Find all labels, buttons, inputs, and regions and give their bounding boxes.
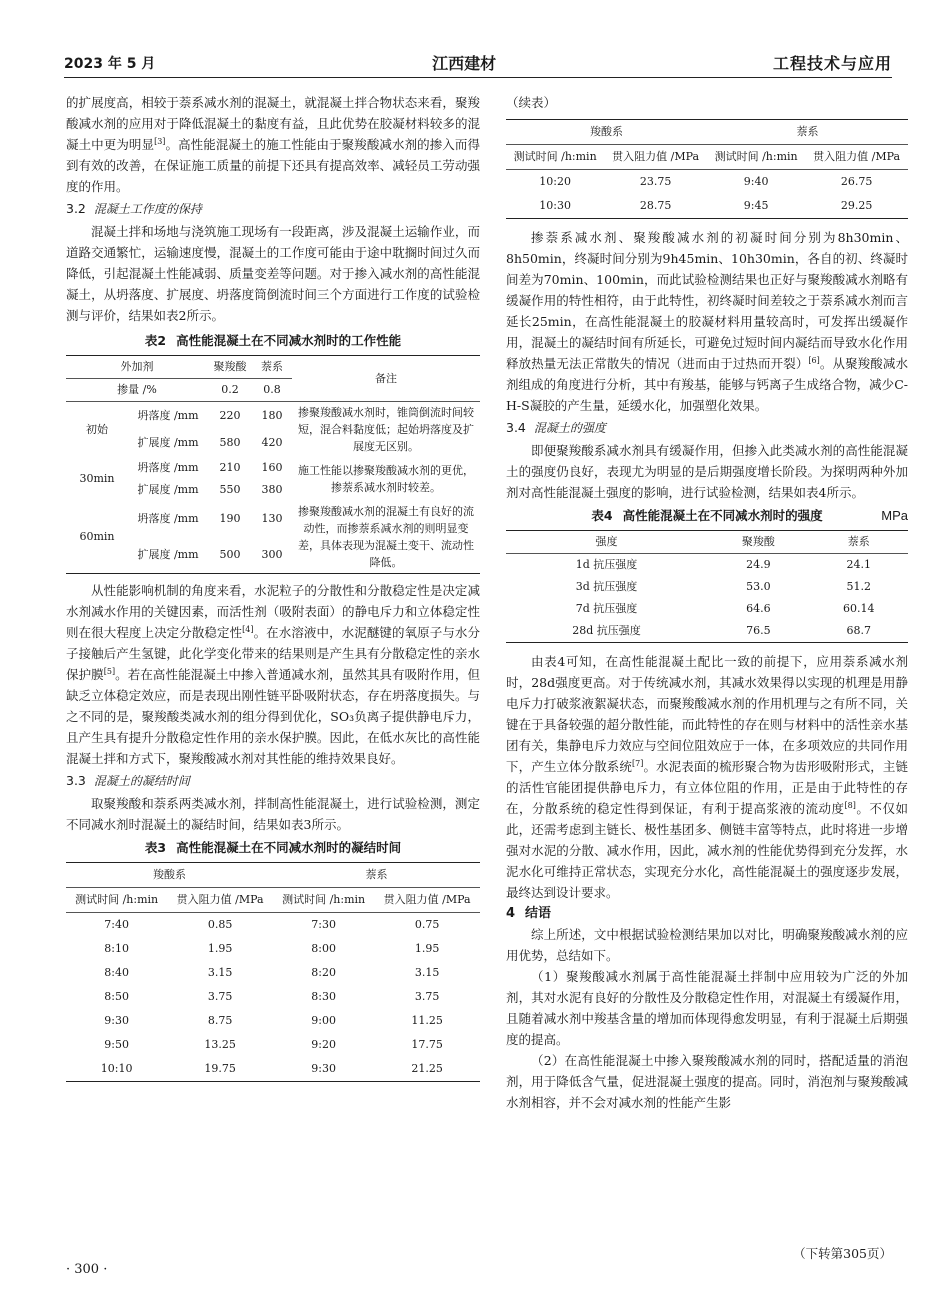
section-heading-3-2: 3.2 混凝土工作度的保持 bbox=[66, 201, 202, 216]
header-cell: 萘系 bbox=[810, 531, 908, 554]
journal-name: 江西建材 bbox=[432, 54, 497, 73]
header-cell: 羧酸系 bbox=[506, 120, 707, 145]
header-cell: 外加剂 bbox=[66, 356, 208, 379]
table-continued-label: （续表） bbox=[506, 95, 557, 110]
header-cell: 备注 bbox=[292, 356, 480, 402]
paragraph: 从性能影响机制的角度来看，水泥粒子的分散性和分散稳定性是决定减水剂减水作用的关键因素，而活性剂（吸附表面）的静电斥力和立体稳定性则在很大程度上决定分散稳定性[4]。在水溶液中，水泥醚键的氧原子与水分子接触后产生氢键，此化学变化带来的结果则是产生具有分散稳定性的亲水保护膜[5]。若在高性能混凝土中掺入普通减水剂，虽然其具有吸附作用，但缺乏立体稳定效应，而是表现出刚性链平卧吸附状态，存在坍落度损失。与之不同的是，聚羧酸类减水剂的组分得到优化，SO₃负离子提供静电斥力，且产生具有提升分散稳定性作用的亲水保护膜。因此，在低水灰比的高性能混凝土拌和方式下，聚羧酸减水剂对其性能的维持效果良好。 bbox=[66, 583, 480, 766]
header-cell: 测试时间 /h:min bbox=[66, 888, 167, 913]
left-column bbox=[66, 92, 480, 1082]
header-cell: 聚羧酸 bbox=[707, 531, 810, 554]
header-cell: 萘系 bbox=[252, 356, 292, 379]
section-heading-3-4: 3.4 混凝土的强度 bbox=[506, 420, 606, 435]
table-cell: 210 bbox=[219, 461, 241, 474]
table-row: 9:30 8.75 9:00 11.25 bbox=[104, 1014, 443, 1027]
table-row: 1d 抗压强度 24.9 24.1 bbox=[575, 558, 872, 571]
table-row: 9:50 13.25 9:20 17.75 bbox=[104, 1038, 443, 1051]
header-cell: 测试时间 /h:min bbox=[506, 145, 604, 170]
paragraph: 综上所述，文中根据试验检测结果加以对比，明确聚羧酸减水剂的应用优势，总结如下。 bbox=[506, 927, 908, 963]
table-cell: 0.8 bbox=[252, 379, 292, 402]
table-cell: 180 bbox=[261, 408, 283, 422]
header-cell: 测试时间 /h:min bbox=[273, 888, 374, 913]
paragraph: 取聚羧酸和萘系两类减水剂，拌制高性能混凝土，进行试验检测，测定不同减水剂时混凝土的凝结时间，结果如表3所示。 bbox=[66, 796, 480, 832]
header-cell: 萘系 bbox=[273, 863, 480, 888]
table-cell: 0.2 bbox=[208, 379, 252, 402]
table-row: 8:10 1.95 8:00 1.95 bbox=[104, 942, 440, 955]
table-cell: 190 bbox=[219, 511, 241, 525]
table-row: 10:20 23.75 9:40 26.75 bbox=[539, 175, 873, 188]
section-heading-4: 4 结语 bbox=[506, 906, 552, 921]
table-row: 3d 抗压强度 53.0 51.2 bbox=[575, 580, 872, 593]
table-cell: 坍落度 /mm bbox=[137, 408, 199, 422]
table-4-caption: 表4 高性能混凝土在不同减水剂时的强度 MPa bbox=[506, 505, 908, 526]
continued-note: （下转第305页） bbox=[793, 1246, 892, 1261]
table-4 bbox=[506, 530, 908, 643]
header-cell: 贯入阻力值 /MPa bbox=[805, 145, 908, 170]
table-row: 28d 抗压强度 76.5 68.7 bbox=[572, 624, 872, 637]
right-column bbox=[506, 92, 908, 1113]
table-3-continued bbox=[506, 119, 908, 219]
table-cell: 坍落度 /mm bbox=[137, 511, 199, 525]
header-cell: 掺量 /% bbox=[66, 379, 208, 402]
section-heading-3-3: 3.3 混凝土的凝结时间 bbox=[66, 773, 190, 788]
table-cell: 380 bbox=[261, 483, 283, 496]
table-note: 施工性能以掺聚羧酸减水剂的更优，掺萘系减水剂时较差。 bbox=[298, 464, 474, 494]
page-header bbox=[64, 48, 892, 78]
paragraph: 的扩展度高，相较于萘系减水剂的混凝土，就混凝土拌合物状态来看，聚羧酸减水剂的应用对于降低混凝土的黏度有益，且此优势在胶凝材料较多的混凝土中更为明显[3]。高性能混凝土的施工性能由于聚羧酸减水剂的掺入而得到有效的改善，在保证施工质量的前提下还具有提高效率、减轻员工劳动强度的作用。 bbox=[66, 95, 480, 194]
table-cell: 坍落度 /mm bbox=[137, 461, 199, 474]
header-cell: 聚羧酸 bbox=[208, 356, 252, 379]
table-cell: 580 bbox=[219, 436, 241, 450]
row-group-label: 初始 bbox=[86, 422, 108, 436]
paragraph: （2）在高性能混凝土中掺入聚羧酸减水剂的同时，搭配适量的消泡剂，用于降低含气量，促进混凝土强度的提高。同时，消泡剂与聚羧酸减水剂相容，并不会对减水剂的性能产生影 bbox=[506, 1053, 908, 1110]
header-cell: 羧酸系 bbox=[66, 863, 273, 888]
issue-date: 2023 年 5 月 bbox=[64, 55, 156, 72]
paragraph: 即便聚羧酸系减水剂具有缓凝作用，但掺入此类减水剂的高性能混凝土的强度仍良好，表现尤为明显的是后期强度增长阶段。为探明两种外加剂对高性能混凝土强度的影响，进行试验检测，结果如表4所示。 bbox=[506, 443, 908, 500]
table-row: 7:40 0.85 7:30 0.75 bbox=[104, 918, 440, 931]
paragraph: （1）聚羧酸减水剂属于高性能混凝土拌制中应用较为广泛的外加剂，其对水泥有良好的分散性及分散稳定性作用，对混凝土有缓凝作用，且随着减水剂中羧基含量的增加而体现得愈发明显，有利于混凝土后期强度的提高。 bbox=[506, 969, 908, 1047]
paragraph: 混凝土拌和场地与浇筑施工现场有一段距离，涉及混凝土运输作业，而道路交通繁忙，运输速度慢，混凝土的工作度可能由于途中耽搁时间过久而降低，引起混凝土性能减弱、质量变差等问题。对于掺入减水剂的高性能混凝土，从坍落度、扩展度、坍落度筒倒流时间三个方面进行工作度的试验检测与评价，结果如表2所示。 bbox=[66, 224, 480, 323]
table-cell: 扩展度 /mm bbox=[137, 547, 199, 561]
table-cell: 扩展度 /mm bbox=[137, 483, 199, 496]
paragraph: 由表4可知，在高性能混凝土配比一致的前提下，应用萘系减水剂时，28d强度更高。对于传统减水剂，其减水效果得以实现的机理是用静电斥力打破浆液絮凝状态，而聚羧酸减水剂的作用机理与之有所不同，关键在于具备较强的超分散性能，而此特性的存在则与材料中的活性亲水基团有关，集静电斥力效应与空间位阻效应于一体，在多项效应的共同作用下，产生立体分散系统[7]。水泥表面的梳形聚合物为齿形吸附形式，主链的活性官能团提供静电斥力，有立体位阻的作用，正是由于此特性的存在，分散系统的稳定性得到保证，有利于提高浆液的流动度[8]。不仅如此，还需考虑到主链长、极性基团多、侧链丰富等特点，此时将进一步增强对水泥的分散、减水作用，因此，减水剂的性能优势得到充分发挥，水泥水化可维持正常状态，实现充分水化，高性能混凝土的强度逐步发展，最终达到设计要求。 bbox=[506, 654, 908, 900]
header-cell: 贯入阻力值 /MPa bbox=[167, 888, 273, 913]
header-cell: 贯入阻力值 /MPa bbox=[604, 145, 707, 170]
table-4-unit: MPa bbox=[881, 508, 908, 523]
header-cell: 萘系 bbox=[707, 120, 908, 145]
page-number: · 300 · bbox=[66, 1262, 108, 1277]
table-cell: 130 bbox=[261, 511, 283, 525]
paragraph: 掺萘系减水剂、聚羧酸减水剂的初凝时间分别为8h30min、8h50min，终凝时间分别为9h45min、10h30min，各自的初、终凝时间差为70min、100min，而此试验检测结果也正好与聚羧酸减水剂略有缓凝作用的特性相符，由于此特性，初终凝时间差较之于萘系减水剂而言延长25min，在高性能混凝土的胶凝材料用量较高时，可发挥出缓凝作用，混凝土的凝结时间有所延长，可避免过短时间内凝结而导致水化作用释放热量无法正常散失的情况（进而由于过热而开裂）[6]。从聚羧酸减水剂组成的角度进行分析，其中有羧基，能够与钙离子生成络合物，减少C-H-S凝胶的产生量，延缓水化，加强塑化效果。 bbox=[506, 230, 908, 413]
table-2 bbox=[66, 355, 480, 574]
table-note: 掺聚羧酸减水剂时，锥筒倒流时间较短，混合料黏度低；起始坍落度及扩展度无区别。 bbox=[298, 406, 474, 453]
table-cell: 420 bbox=[261, 436, 283, 450]
header-cell: 强度 bbox=[506, 531, 707, 554]
column-name: 工程技术与应用 bbox=[772, 54, 892, 73]
table-cell: 550 bbox=[219, 483, 241, 496]
table-row: 8:50 3.75 8:30 3.75 bbox=[104, 990, 440, 1003]
table-cell: 160 bbox=[261, 461, 283, 474]
table-3-caption: 表3 高性能混凝土在不同减水剂时的凝结时间 bbox=[144, 840, 402, 855]
table-2-caption: 表2 高性能混凝土在不同减水剂时的工作性能 bbox=[144, 333, 402, 348]
table-cell: 500 bbox=[219, 547, 241, 561]
table-cell: 扩展度 /mm bbox=[137, 436, 199, 450]
table-cell: 300 bbox=[261, 547, 283, 561]
header-cell: 测试时间 /h:min bbox=[707, 145, 805, 170]
table-row: 10:10 19.75 9:30 21.25 bbox=[100, 1062, 443, 1075]
table-note: 掺聚羧酸减水剂的混凝土有良好的流动性，而掺萘系减水剂的则明显变差，具体表现为混凝土变干、流动性降低。 bbox=[298, 505, 474, 569]
table-cell: 220 bbox=[219, 408, 241, 422]
row-group-label: 60min bbox=[79, 530, 115, 543]
table-row: 10:30 28.75 9:45 29.25 bbox=[539, 199, 873, 212]
table-row: 8:40 3.15 8:20 3.15 bbox=[104, 966, 440, 979]
table-row: 7d 抗压强度 64.6 60.14 bbox=[575, 602, 875, 615]
table-3 bbox=[66, 862, 480, 1082]
row-group-label: 30min bbox=[79, 472, 115, 485]
header-cell: 贯入阻力值 /MPa bbox=[374, 888, 480, 913]
